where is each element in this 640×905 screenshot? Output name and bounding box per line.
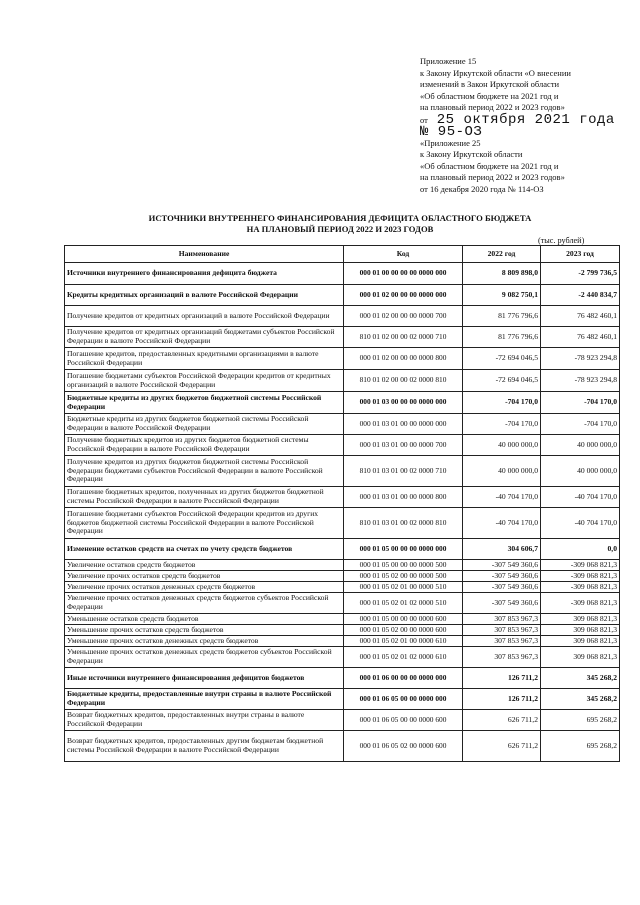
typed-from: от [420, 114, 428, 125]
row-value-2022: 81 776 796,6 [463, 306, 541, 327]
col-header-2023: 2023 год [541, 246, 620, 263]
row-value-2023: -309 068 821,3 [541, 560, 620, 571]
row-code: 000 01 06 05 02 00 0000 600 [344, 731, 463, 762]
row-name: Кредиты кредитных организаций в валюте Российской Федерации [65, 285, 344, 306]
row-code: 000 01 03 00 00 00 0000 000 [344, 392, 463, 414]
table-row [65, 392, 620, 414]
row-code: 000 01 05 00 00 00 0000 500 [344, 560, 463, 571]
table-row [65, 487, 620, 508]
header-line: «Об областном бюджете на 2021 год и [420, 90, 559, 101]
header-line: на плановый период 2022 и 2023 годов» [420, 172, 565, 182]
row-code: 000 01 02 00 00 00 0000 800 [344, 348, 463, 370]
row-value-2022: -72 694 046,5 [463, 348, 541, 370]
row-value-2023: 309 068 821,3 [541, 614, 620, 625]
col-header-code: Код [344, 246, 463, 263]
row-value-2023: 695 268,2 [541, 710, 620, 731]
table-row [65, 689, 620, 710]
row-value-2022: 8 809 898,0 [463, 263, 541, 285]
row-name: Уменьшение прочих остатков денежных средств бюджетов [65, 636, 344, 647]
typed-date: 25 октября 2021 года [436, 111, 615, 128]
header-line: на плановый период 2022 и 2023 годов» [420, 102, 565, 112]
row-code: 000 01 03 01 00 00 0000 700 [344, 435, 463, 456]
row-value-2023: -40 704 170,0 [541, 508, 620, 539]
appendix-header [420, 56, 620, 195]
table-row [65, 647, 620, 668]
row-value-2023: 40 000 000,0 [541, 435, 620, 456]
row-value-2023: -78 923 294,8 [541, 370, 620, 392]
row-value-2022: 9 082 750,1 [463, 285, 541, 306]
row-value-2022: 40 000 000,0 [463, 435, 541, 456]
document-title [60, 213, 620, 234]
table-row [65, 560, 620, 571]
row-code: 000 01 05 02 01 00 0000 610 [344, 636, 463, 647]
header-line: от 16 декабря 2020 года № 114-ОЗ [420, 183, 544, 194]
table-row [65, 348, 620, 370]
row-value-2022: 81 776 796,6 [463, 327, 541, 348]
row-value-2022: -704 170,0 [463, 414, 541, 435]
table-row [65, 625, 620, 636]
header-line: «Приложение 25 [420, 137, 481, 148]
row-value-2023: 695 268,2 [541, 731, 620, 762]
row-code: 000 01 05 02 01 02 0000 610 [344, 647, 463, 668]
row-value-2022: -307 549 360,6 [463, 593, 541, 614]
row-value-2022: -40 704 170,0 [463, 487, 541, 508]
row-name: Получение кредитов от кредитных организаций бюджетами субъектов Российской Федерации в валюте Российской Федерации [65, 327, 344, 348]
row-value-2022: 304 606,7 [463, 539, 541, 560]
row-name: Бюджетные кредиты из других бюджетов бюджетной системы Российской Федерации в валюте Российской Федерации [65, 414, 344, 435]
row-name: Погашение бюджетами субъектов Российской Федерации кредитов от кредитных организаций в валюте Российской Федерации [65, 370, 344, 392]
row-code: 000 01 03 01 00 00 0000 000 [344, 414, 463, 435]
table-row [65, 435, 620, 456]
row-name: Увеличение прочих остатков денежных средств бюджетов субъектов Российской Федерации [65, 593, 344, 614]
row-value-2023: -704 170,0 [541, 414, 620, 435]
row-name: Уменьшение остатков средств бюджетов [65, 614, 344, 625]
row-value-2022: 40 000 000,0 [463, 456, 541, 487]
col-header-2022: 2022 год [463, 246, 541, 263]
row-name: Уменьшение прочих остатков денежных средств бюджетов субъектов Российской Федерации [65, 647, 344, 668]
row-value-2023: 309 068 821,3 [541, 647, 620, 668]
row-code: 000 01 05 02 01 00 0000 510 [344, 582, 463, 593]
row-code: 000 01 05 02 00 00 0000 500 [344, 571, 463, 582]
row-code: 810 01 02 00 00 02 0000 810 [344, 370, 463, 392]
row-code: 000 01 03 01 00 00 0000 800 [344, 487, 463, 508]
row-name: Возврат бюджетных кредитов, предоставленных другим бюджетам бюджетной системы Российской Федерации в валюте Российской Федерации [65, 731, 344, 762]
row-value-2022: 307 853 967,3 [463, 647, 541, 668]
row-value-2022: -72 694 046,5 [463, 370, 541, 392]
row-value-2023: 76 482 460,1 [541, 327, 620, 348]
row-code: 000 01 02 00 00 00 0000 700 [344, 306, 463, 327]
table-row [65, 710, 620, 731]
table-row [65, 731, 620, 762]
table-header-row [65, 246, 620, 263]
row-name: Погашение кредитов, предоставленных кредитными организациями в валюте Российской Федерации [65, 348, 344, 370]
table-row [65, 285, 620, 306]
row-value-2022: 307 853 967,3 [463, 614, 541, 625]
row-value-2023: -40 704 170,0 [541, 487, 620, 508]
row-code: 000 01 05 02 00 00 0000 600 [344, 625, 463, 636]
row-value-2023: -2 440 834,7 [541, 285, 620, 306]
row-name: Погашение бюджетных кредитов, полученных из других бюджетов бюджетной системы Российской Федерации в валюте Российской Федерации [65, 487, 344, 508]
table-row [65, 582, 620, 593]
unit-label: (тыс. рублей) [538, 236, 585, 245]
row-value-2022: -307 549 360,6 [463, 582, 541, 593]
row-value-2023: 0,0 [541, 539, 620, 560]
table-row [65, 327, 620, 348]
row-value-2022: 126 711,2 [463, 668, 541, 689]
row-value-2023: -2 799 736,5 [541, 263, 620, 285]
row-code: 000 01 02 00 00 00 0000 000 [344, 285, 463, 306]
row-code: 000 01 06 05 00 00 0000 000 [344, 689, 463, 710]
row-name: Бюджетные кредиты, предоставленные внутри страны в валюте Российской Федерации [65, 689, 344, 710]
row-value-2023: -309 068 821,3 [541, 582, 620, 593]
row-code: 000 01 05 00 00 00 0000 000 [344, 539, 463, 560]
title-line-2: НА ПЛАНОВЫЙ ПЕРИОД 2022 И 2023 ГОДОВ [246, 223, 434, 234]
table-row [65, 668, 620, 689]
row-value-2022: -704 170,0 [463, 392, 541, 414]
header-line: «Об областном бюджете на 2021 год и [420, 160, 559, 171]
table-row [65, 508, 620, 539]
row-value-2022: 626 711,2 [463, 731, 541, 762]
row-name: Возврат бюджетных кредитов, предоставленных внутри страны в валюте Российской Федерации [65, 710, 344, 731]
row-value-2022: -40 704 170,0 [463, 508, 541, 539]
row-value-2023: -704 170,0 [541, 392, 620, 414]
row-code: 000 01 06 05 00 00 0000 600 [344, 710, 463, 731]
row-name: Источники внутреннего финансирования дефицита бюджета [65, 263, 344, 285]
row-code: 810 01 03 01 00 02 0000 710 [344, 456, 463, 487]
header-line: к Закону Иркутской области [420, 149, 523, 159]
row-value-2022: 307 853 967,3 [463, 625, 541, 636]
table-row [65, 263, 620, 285]
row-name: Получение бюджетных кредитов из других бюджетов бюджетной системы Российской Федерации в валюте Российской Федерации [65, 435, 344, 456]
table-row [65, 370, 620, 392]
financing-table [64, 245, 620, 762]
row-value-2023: 345 268,2 [541, 668, 620, 689]
row-name: Уменьшение прочих остатков средств бюджетов [65, 625, 344, 636]
row-name: Увеличение остатков средств бюджетов [65, 560, 344, 571]
row-value-2023: 40 000 000,0 [541, 456, 620, 487]
header-line: изменений в Закон Иркутской области [420, 79, 560, 89]
row-code: 000 01 00 00 00 00 0000 000 [344, 263, 463, 285]
row-name: Бюджетные кредиты из других бюджетов бюджетной системы Российской Федерации [65, 392, 344, 414]
table-row [65, 306, 620, 327]
col-header-name: Наименование [65, 246, 344, 263]
row-code: 000 01 05 00 00 00 0000 600 [344, 614, 463, 625]
row-value-2023: 309 068 821,3 [541, 636, 620, 647]
typed-number: № 95-ОЗ [420, 123, 483, 140]
row-value-2023: -78 923 294,8 [541, 348, 620, 370]
row-code: 810 01 03 01 00 02 0000 810 [344, 508, 463, 539]
row-code: 000 01 06 00 00 00 0000 000 [344, 668, 463, 689]
row-value-2022: -307 549 360,6 [463, 571, 541, 582]
row-code: 000 01 05 02 01 02 0000 510 [344, 593, 463, 614]
table-row [65, 571, 620, 582]
row-name: Получение кредитов от кредитных организаций в валюте Российской Федерации [65, 306, 344, 327]
row-value-2022: 307 853 967,3 [463, 636, 541, 647]
row-name: Изменение остатков средств на счетах по учету средств бюджетов [65, 539, 344, 560]
table-body [65, 263, 620, 762]
row-name: Увеличение прочих остатков денежных средств бюджетов [65, 582, 344, 593]
header-line: к Закону Иркутской области «О внесении [420, 67, 571, 78]
table-row [65, 456, 620, 487]
header-line: Приложение 15 [420, 56, 477, 66]
row-value-2022: -307 549 360,6 [463, 560, 541, 571]
row-name: Погашение бюджетами субъектов Российской Федерации кредитов из других бюджетов бюджетной системы Российской Федерации в валюте Российской Федерации [65, 508, 344, 539]
table-row [65, 636, 620, 647]
row-value-2023: -309 068 821,3 [541, 571, 620, 582]
row-name: Увеличение прочих остатков средств бюджетов [65, 571, 344, 582]
table-row [65, 614, 620, 625]
row-value-2023: 309 068 821,3 [541, 625, 620, 636]
row-name: Получение кредитов из других бюджетов бюджетной системы Российской Федерации бюджетами субъектов Российской Федерации в валюте Российской Федерации [65, 456, 344, 487]
row-value-2023: 76 482 460,1 [541, 306, 620, 327]
row-name: Иные источники внутреннего финансирования дефицитов бюджетов [65, 668, 344, 689]
table-row [65, 414, 620, 435]
row-value-2023: 345 268,2 [541, 689, 620, 710]
table-row [65, 539, 620, 560]
row-value-2022: 626 711,2 [463, 710, 541, 731]
row-code: 810 01 02 00 00 02 0000 710 [344, 327, 463, 348]
title-line-1: ИСТОЧНИКИ ВНУТРЕННЕГО ФИНАНСИРОВАНИЯ ДЕФИЦИТА ОБЛАСТНОГО БЮДЖЕТА [148, 213, 532, 223]
row-value-2023: -309 068 821,3 [541, 593, 620, 614]
table-row [65, 593, 620, 614]
row-value-2022: 126 711,2 [463, 689, 541, 710]
